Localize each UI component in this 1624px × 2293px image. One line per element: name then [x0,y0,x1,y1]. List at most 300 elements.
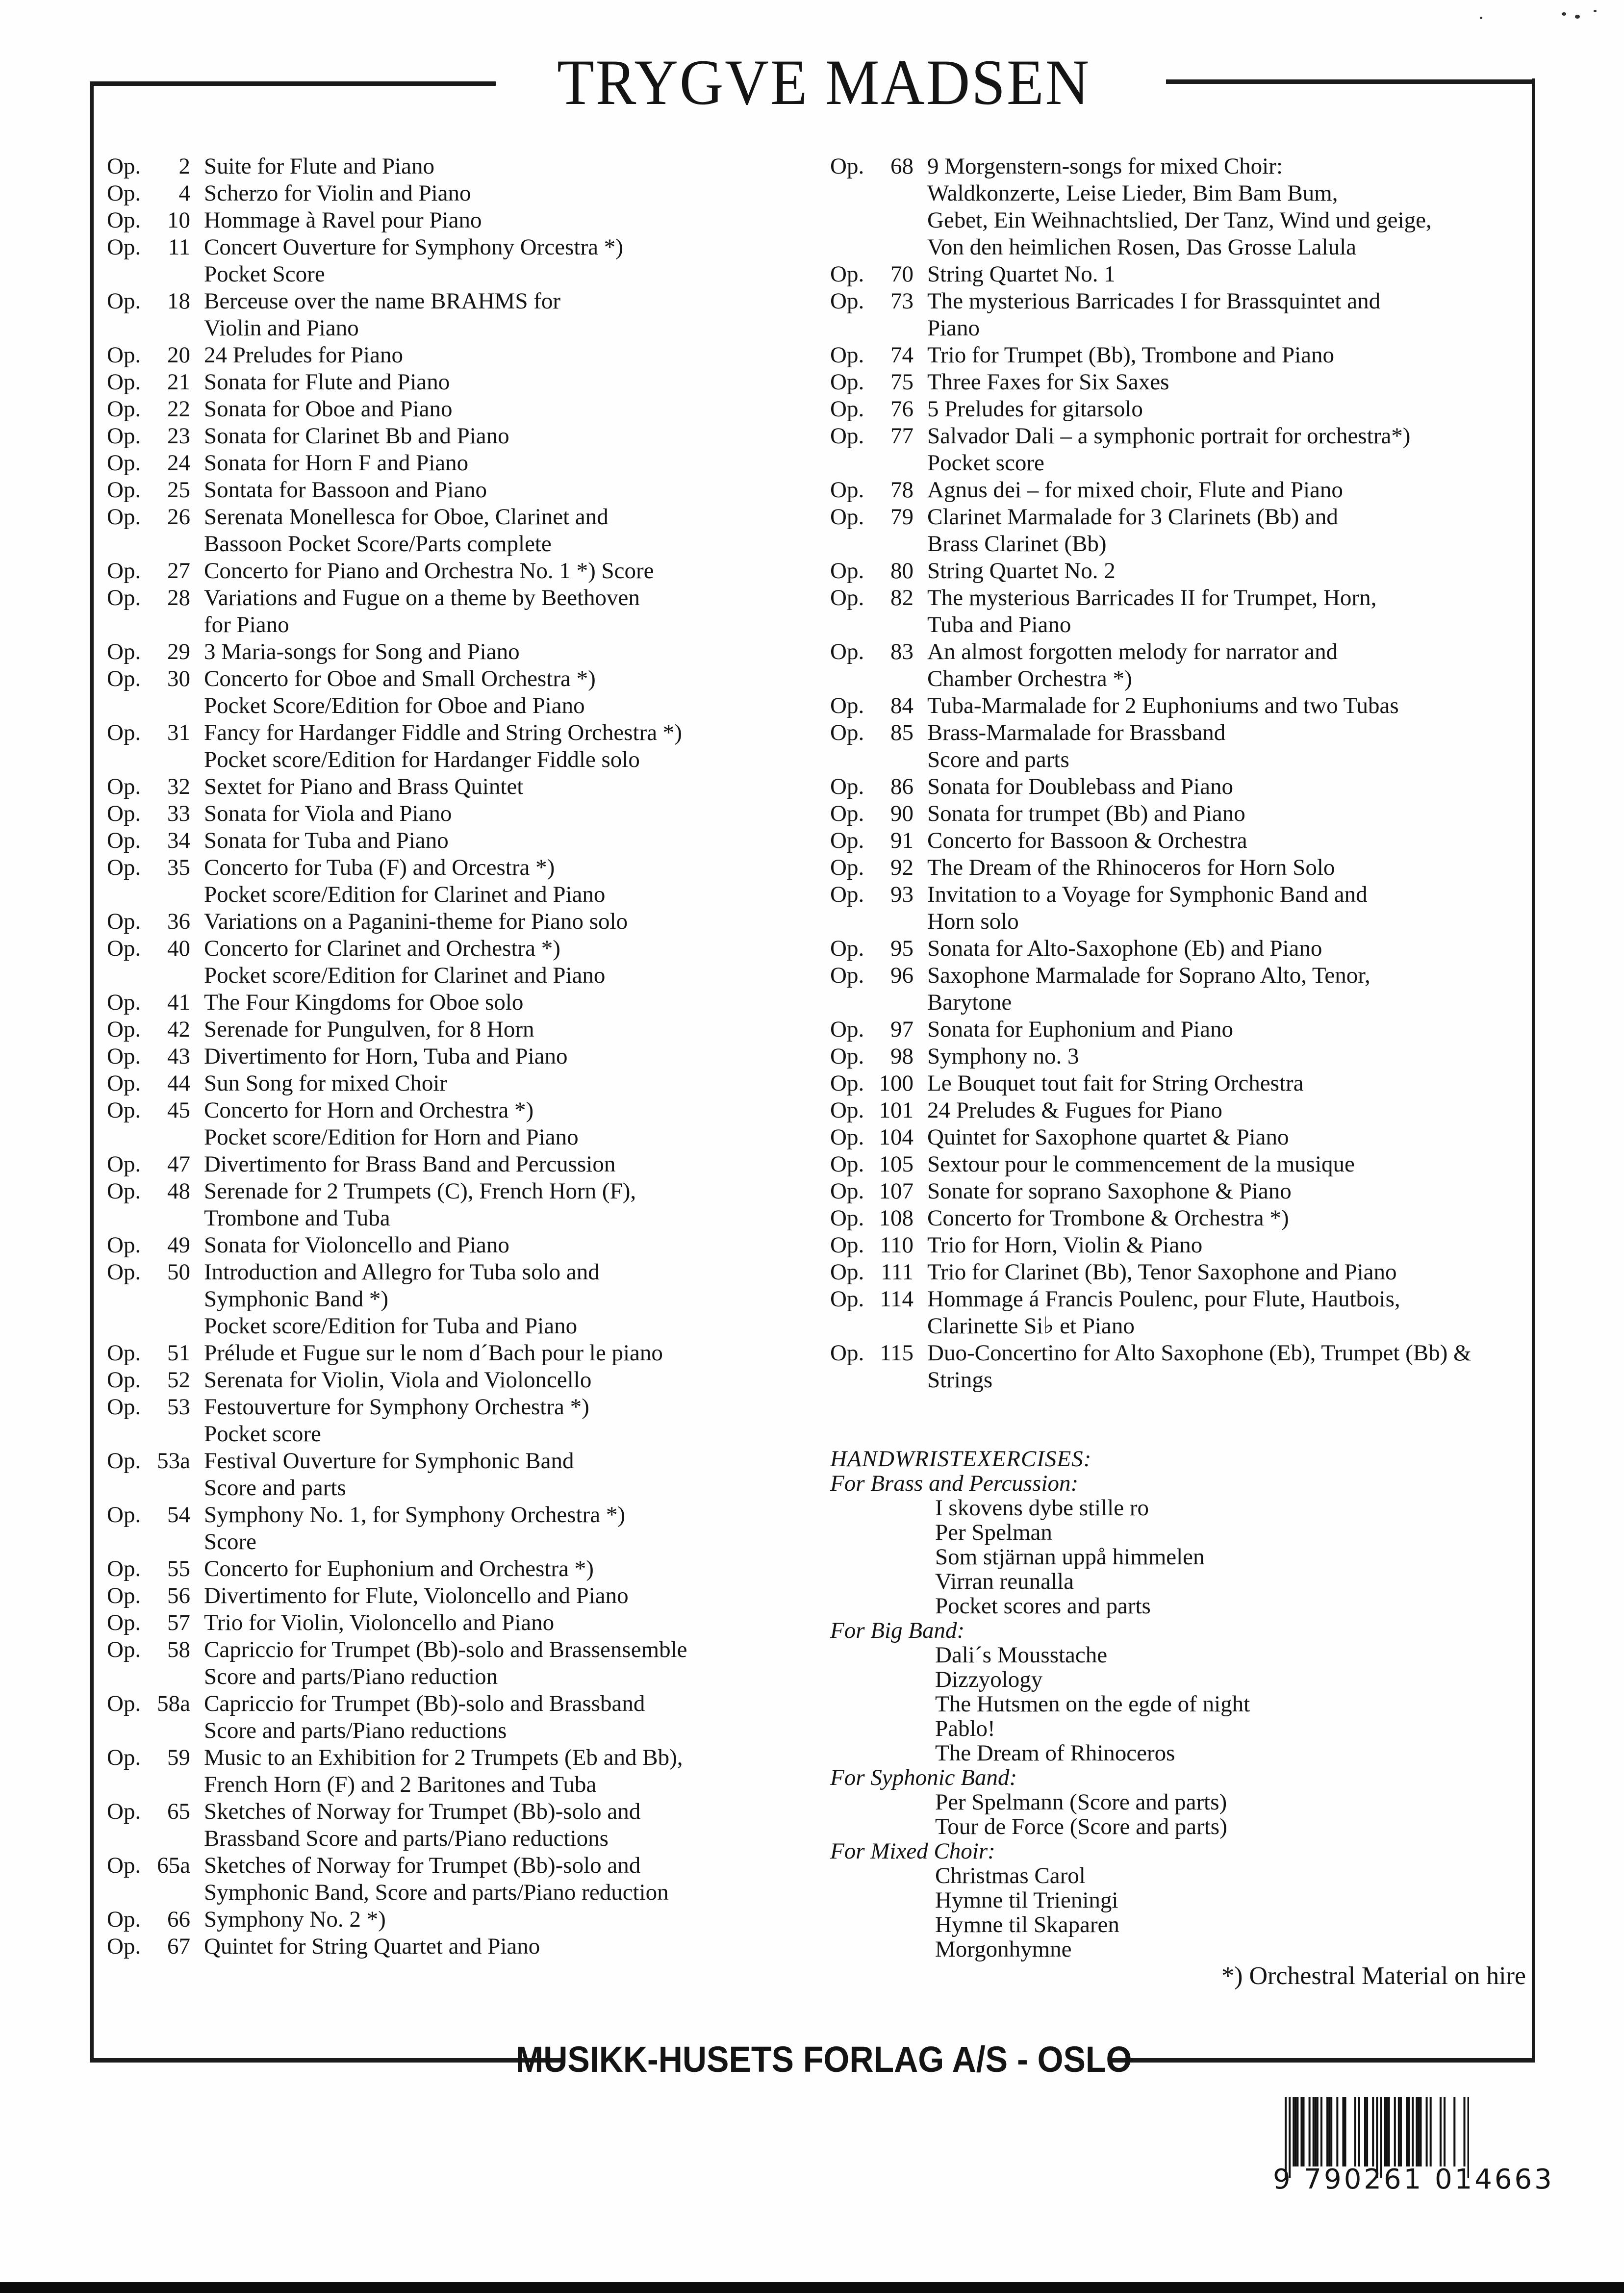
scan-speck [1594,10,1597,12]
opus-number: 43 [167,1044,190,1069]
barcode [1273,2095,1554,2195]
work-title: Divertimento for Flute, Violoncello and Piano [204,1583,629,1608]
opus-number: 20 [167,342,190,368]
opus-label: Op. [107,1799,141,1824]
opus-number: 105 [879,1151,914,1177]
opus-number: 29 [167,639,190,664]
work-title: Sontata for Bassoon and Piano [204,477,487,503]
work-title: Variations and Fugue on a theme by Beethoven for Piano [204,585,640,637]
work-entry [830,369,1546,396]
work-entry [107,207,823,234]
work-title: The Dream of the Rhinoceros for Horn Solo [927,855,1335,880]
opus-number: 27 [167,558,190,584]
work-title: The Four Kingdoms for Oboe solo [204,990,524,1015]
works-list-right-column [830,153,1546,1394]
opus-number: 21 [167,369,190,395]
work-title: Duo-Concertino for Alto Saxophone (Eb), Trumpet (Bb) & Strings [927,1340,1472,1393]
work-entry [107,1340,823,1367]
work-title: Invitation to a Voyage for Symphonic Band and Horn solo [927,882,1368,934]
opus-label: Op. [107,1691,141,1716]
work-title: Trio for Violin, Violoncello and Piano [204,1610,555,1635]
work-title: Tuba-Marmalade for 2 Euphoniums and two Tubas [927,693,1399,718]
box-border-left [90,81,94,2063]
work-entry [830,504,1546,558]
box-border-top-right-segment [1166,79,1535,84]
opus-label: Op. [107,990,141,1015]
opus-label: Op. [830,720,864,745]
work-entry [830,1286,1546,1340]
work-title: Brass-Marmalade for Brassband Score and parts [927,720,1226,772]
exercise-item: Dali´s Mousstache [935,1642,1108,1668]
opus-number: 96 [890,963,914,988]
work-entry [830,962,1546,1016]
work-entry [107,1636,823,1690]
opus-label: Op. [830,1097,864,1123]
work-title: The mysterious Barricades I for Brassquintet and Piano [927,288,1381,341]
opus-number: 65 [167,1799,190,1824]
opus-number: 58a [157,1691,190,1716]
work-entry [107,1582,823,1609]
opus-number: 25 [167,477,190,503]
handwrist-exercises-section [830,1447,1546,1962]
work-entry [107,558,823,585]
opus-label: Op. [107,1151,141,1177]
opus-number: 49 [167,1232,190,1258]
work-title: Le Bouquet tout fait for String Orchestra [927,1070,1304,1096]
opus-number: 74 [890,342,914,368]
opus-number: 70 [890,261,914,287]
work-title: Concerto for Bassoon & Orchestra [927,828,1247,853]
opus-label: Op. [107,639,141,664]
opus-number: 97 [890,1017,914,1042]
work-entry [830,1340,1546,1394]
work-entry [107,1394,823,1448]
opus-number: 45 [167,1097,190,1123]
opus-label: Op. [830,1205,864,1231]
opus-label: Op. [107,1070,141,1096]
opus-number: 86 [890,774,914,799]
work-entry [830,638,1546,692]
opus-number: 91 [890,828,914,853]
work-entry [830,1232,1546,1259]
work-title: Clarinet Marmalade for 3 Clarinets (Bb) and Brass Clarinet (Bb) [927,504,1338,557]
exercise-item: Pablo! [935,1716,995,1741]
exercise-item: Per Spelman [935,1520,1052,1545]
opus-label: Op. [830,288,864,314]
opus-label: Op. [830,1286,864,1312]
opus-label: Op. [107,801,141,826]
work-title: Sextet for Piano and Brass Quintet [204,774,524,799]
opus-number: 55 [167,1556,190,1581]
work-entry [107,1852,823,1906]
work-title: Capriccio for Trumpet (Bb)-solo and Brassband Score and parts/Piano reductions [204,1691,645,1743]
exercise-item: Pocket scores and parts [935,1593,1151,1619]
opus-label: Op. [107,1367,141,1393]
opus-label: Op. [107,423,141,449]
work-entry [830,1124,1546,1151]
work-entry [830,773,1546,800]
opus-number: 101 [879,1097,914,1123]
scan-speck [1562,12,1566,16]
opus-number: 85 [890,720,914,745]
work-title: Berceuse over the name BRAHMS for Violin and Piano [204,288,561,341]
opus-number: 11 [168,234,190,260]
opus-number: 104 [879,1124,914,1150]
work-title: Sonata for trumpet (Bb) and Piano [927,801,1245,826]
work-title: Serenata for Violin, Viola and Violoncello [204,1367,592,1393]
work-title: 9 Morgenstern-songs for mixed Choir: Waldkonzerte, Leise Lieder, Bim Bam Bum, Gebet, Ein Weihnachtslied, Der Tanz, Wind und geige, Von den heimlichen Rosen, Das Grosse Lalula [927,153,1432,260]
opus-number: 36 [167,909,190,934]
opus-number: 2 [178,153,190,179]
opus-number: 26 [167,504,190,530]
work-entry [830,342,1546,369]
opus-label: Op. [107,1610,141,1635]
opus-label: Op. [107,234,141,260]
opus-label: Op. [107,828,141,853]
work-entry [107,719,823,773]
opus-label: Op. [830,1044,864,1069]
work-entry [107,1744,823,1798]
work-entry [107,773,823,800]
opus-number: 4 [178,180,190,206]
work-title: Serenade for 2 Trumpets (C), French Horn (F), Trombone and Tuba [204,1178,636,1231]
opus-label: Op. [107,504,141,530]
work-title: Sonata for Doublebass and Piano [927,774,1233,799]
work-entry [107,585,823,638]
work-title: The mysterious Barricades II for Trumpet, Horn, Tuba and Piano [927,585,1377,637]
work-title: Sonata for Violoncello and Piano [204,1232,509,1258]
opus-number: 92 [890,855,914,880]
work-title: Music to an Exhibition for 2 Trumpets (Eb and Bb), French Horn (F) and 2 Baritones and Tuba [204,1745,683,1797]
work-entry [830,800,1546,827]
opus-label: Op. [107,369,141,395]
opus-label: Op. [107,1745,141,1770]
opus-number: 59 [167,1745,190,1770]
work-entry [830,288,1546,342]
box-border-bottom-left-segment [90,2058,564,2063]
opus-label: Op. [107,1853,141,1878]
work-title: Variations on a Paganini-theme for Piano solo [204,909,628,934]
opus-number: 73 [890,288,914,314]
work-title: String Quartet No. 2 [927,558,1116,584]
work-title: Sonata for Horn F and Piano [204,450,469,476]
opus-label: Op. [830,774,864,799]
opus-label: Op. [830,423,864,449]
work-title: Saxophone Marmalade for Soprano Alto, Tenor, Barytone [927,963,1370,1015]
work-title: Sextour pour le commencement de la musique [927,1151,1355,1177]
work-title: Trio for Horn, Violin & Piano [927,1232,1203,1258]
work-title: Agnus dei – for mixed choir, Flute and Piano [927,477,1343,503]
work-title: Concerto for Trombone & Orchestra *) [927,1205,1289,1231]
work-title: String Quartet No. 1 [927,261,1116,287]
box-border-bottom-right-segment [1112,2058,1535,2063]
opus-number: 68 [890,153,914,179]
opus-number: 35 [167,855,190,880]
page-title: TRYGVE MADSEN [557,46,1091,118]
work-title: Sun Song for mixed Choir [204,1070,448,1096]
box-border-top-left-segment [90,81,496,86]
opus-number: 80 [890,558,914,584]
work-title: Concerto for Piano and Orchestra No. 1 *) Score [204,558,654,584]
exercise-item: I skovens dybe stille ro [935,1495,1149,1521]
opus-number: 33 [167,801,190,826]
work-entry [107,1097,823,1151]
opus-number: 52 [167,1367,190,1393]
exercise-item: The Hutsmen on the egde of night [935,1691,1250,1717]
work-entry [107,935,823,989]
work-title: Concerto for Clarinet and Orchestra *) Pocket score/Edition for Clarinet and Piano [204,936,606,988]
work-title: Serenade for Pungulven, for 8 Horn [204,1017,534,1042]
opus-number: 95 [890,936,914,961]
opus-number: 65a [157,1853,190,1878]
opus-number: 58 [167,1637,190,1662]
work-entry [830,1151,1546,1178]
opus-number: 23 [167,423,190,449]
opus-label: Op. [830,1232,864,1258]
opus-number: 84 [890,693,914,718]
exercise-item: The Dream of Rhinoceros [935,1740,1175,1766]
opus-number: 31 [167,720,190,745]
opus-label: Op. [830,882,864,907]
work-entry [107,1070,823,1097]
opus-number: 54 [167,1502,190,1528]
exercise-item: Som stjärnan uppå himmelen [935,1544,1205,1570]
opus-number: 90 [890,801,914,826]
work-entry [107,1178,823,1232]
exercise-group-label: For Syphonic Band: [830,1765,1017,1790]
opus-number: 98 [890,1044,914,1069]
work-title: Scherzo for Violin and Piano [204,180,471,206]
work-entry [830,153,1546,261]
opus-label: Op. [830,855,864,880]
work-title: Sonata for Tuba and Piano [204,828,449,853]
opus-label: Op. [107,1259,141,1285]
work-title: Salvador Dali – a symphonic portrait for orchestra*) Pocket score [927,423,1411,476]
opus-number: 41 [167,990,190,1015]
work-title: Sketches of Norway for Trumpet (Bb)-solo and Symphonic Band, Score and parts/Piano reduction [204,1853,669,1905]
opus-label: Op. [107,207,141,233]
work-title: 24 Preludes for Piano [204,342,403,368]
work-title: Concerto for Tuba (F) and Orcestra *) Pocket score/Edition for Clarinet and Piano [204,855,606,907]
work-entry [830,1259,1546,1286]
opus-label: Op. [107,342,141,368]
opus-label: Op. [830,963,864,988]
work-entry [107,1502,823,1555]
opus-number: 40 [167,936,190,961]
opus-number: 50 [167,1259,190,1285]
opus-number: 42 [167,1017,190,1042]
exercise-group-label: For Brass and Percussion: [830,1471,1079,1496]
work-entry [107,1448,823,1502]
work-entry [107,908,823,935]
work-title: Trio for Trumpet (Bb), Trombone and Piano [927,342,1335,368]
opus-number: 18 [167,288,190,314]
work-title: Symphony No. 1, for Symphony Orchestra *) Score [204,1502,625,1554]
work-entry [830,1070,1546,1097]
work-entry [107,665,823,719]
opus-number: 115 [880,1340,914,1366]
work-title: Hommage à Ravel pour Piano [204,207,482,233]
opus-number: 51 [167,1340,190,1366]
work-entry [830,558,1546,585]
opus-number: 67 [167,1934,190,1959]
opus-label: Op. [830,693,864,718]
work-entry [107,369,823,396]
publisher-footer: MUSIKK-HUSETS FORLAG A/S - OSLO [515,2039,1132,2080]
opus-number: 66 [167,1907,190,1932]
work-title: Sonata for Alto-Saxophone (Eb) and Piano [927,936,1322,961]
work-entry [107,800,823,827]
opus-number: 83 [890,639,914,664]
opus-label: Op. [107,153,141,179]
opus-number: 44 [167,1070,190,1096]
opus-label: Op. [107,1637,141,1662]
opus-number: 24 [167,450,190,476]
opus-label: Op. [107,1502,141,1528]
opus-label: Op. [830,342,864,368]
opus-number: 32 [167,774,190,799]
work-entry [830,692,1546,719]
opus-label: Op. [830,1340,864,1366]
opus-number: 48 [167,1178,190,1204]
opus-label: Op. [830,1070,864,1096]
work-entry [830,423,1546,477]
work-title: Concerto for Euphonium and Orchestra *) [204,1556,594,1581]
exercise-item: Dizzyology [935,1667,1043,1692]
work-title: Fancy for Hardanger Fiddle and String Orchestra *) Pocket score/Edition for Hardanger Fiddle solo [204,720,682,772]
opus-label: Op. [107,1178,141,1204]
opus-number: 114 [880,1286,914,1312]
opus-label: Op. [830,153,864,179]
work-title: Sonata for Oboe and Piano [204,396,453,422]
exercise-item: Morgonhymne [935,1936,1072,1962]
work-entry [830,1178,1546,1205]
work-entry [107,854,823,908]
scan-speck [1480,17,1482,19]
exercises-heading: HANDWRISTEXERCISES: [830,1446,1092,1472]
work-entry [830,881,1546,935]
work-entry [107,477,823,504]
work-title: Introduction and Allegro for Tuba solo and Symphonic Band *) Pocket score/Edition for Tuba and Piano [204,1259,600,1339]
opus-label: Op. [830,585,864,611]
opus-label: Op. [107,774,141,799]
work-title: Concert Ouverture for Symphony Orcestra *) Pocket Score [204,234,623,287]
opus-number: 56 [167,1583,190,1608]
work-title: Sonata for Euphonium and Piano [927,1017,1233,1042]
opus-label: Op. [107,396,141,422]
scan-edge-strip [0,2282,1624,2293]
opus-label: Op. [830,477,864,503]
work-entry [830,477,1546,504]
opus-label: Op. [830,639,864,664]
opus-label: Op. [830,396,864,422]
work-entry [107,1555,823,1582]
work-title: 24 Preludes & Fugues for Piano [927,1097,1222,1123]
work-entry [830,1016,1546,1043]
opus-number: 53 [167,1394,190,1420]
opus-number: 77 [890,423,914,449]
work-entry [107,1690,823,1744]
work-entry [107,342,823,369]
work-title: 5 Preludes for gitarsolo [927,396,1143,422]
opus-number: 75 [890,369,914,395]
work-entry [107,989,823,1016]
work-title: Concerto for Horn and Orchestra *) Pocket score/Edition for Horn and Piano [204,1097,579,1150]
opus-number: 110 [880,1232,914,1258]
work-entry [107,180,823,207]
opus-number: 78 [890,477,914,503]
opus-label: Op. [107,1907,141,1932]
opus-label: Op. [107,1044,141,1069]
work-title: Sketches of Norway for Trumpet (Bb)-solo and Brassband Score and parts/Piano reductions [204,1799,641,1851]
orchestral-material-footnote: *) Orchestral Material on hire [1221,1962,1526,1990]
work-title: Divertimento for Horn, Tuba and Piano [204,1044,568,1069]
works-list-left-column [107,153,823,1960]
work-entry [107,1609,823,1636]
opus-label: Op. [107,180,141,206]
opus-number: 47 [167,1151,190,1177]
work-entry [107,1151,823,1178]
work-entry [107,396,823,423]
work-entry [107,1906,823,1933]
opus-label: Op. [830,504,864,530]
work-entry [830,935,1546,962]
opus-number: 34 [167,828,190,853]
opus-number: 79 [890,504,914,530]
opus-label: Op. [107,1017,141,1042]
exercise-group-label: For Big Band: [830,1618,965,1643]
work-entry [830,396,1546,423]
opus-number: 111 [880,1259,914,1285]
exercise-item: Christmas Carol [935,1863,1086,1888]
work-entry [107,1259,823,1340]
work-entry [830,1205,1546,1232]
opus-number: 30 [167,666,190,691]
opus-label: Op. [107,1097,141,1123]
work-entry [107,423,823,450]
work-title: Concerto for Oboe and Small Orchestra *) Pocket Score/Edition for Oboe and Piano [204,666,596,718]
opus-number: 53a [157,1448,190,1474]
opus-label: Op. [830,261,864,287]
work-title: Serenata Monellesca for Oboe, Clarinet and Bassoon Pocket Score/Parts complete [204,504,609,557]
opus-number: 107 [879,1178,914,1204]
work-title: Symphony no. 3 [927,1044,1079,1069]
opus-label: Op. [107,288,141,314]
opus-label: Op. [107,1394,141,1420]
work-title: Festouverture for Symphony Orchestra *) Pocket score [204,1394,589,1447]
work-entry [107,1933,823,1960]
opus-label: Op. [830,369,864,395]
opus-label: Op. [107,585,141,611]
opus-label: Op. [107,666,141,691]
work-title: Prélude et Fugue sur le nom d´Bach pour le piano [204,1340,663,1366]
work-entry [107,1043,823,1070]
opus-label: Op. [107,720,141,745]
work-entry [107,153,823,180]
work-entry [107,1798,823,1852]
opus-label: Op. [830,1178,864,1204]
opus-label: Op. [107,558,141,584]
work-entry [107,827,823,854]
work-entry [830,1043,1546,1070]
work-entry [107,504,823,558]
opus-label: Op. [107,1232,141,1258]
work-title: Hommage á Francis Poulenc, pour Flute, Hautbois, Clarinette Si♭ et Piano [927,1286,1400,1339]
opus-number: 82 [890,585,914,611]
work-title: Sonata for Flute and Piano [204,369,450,395]
opus-number: 108 [879,1205,914,1231]
work-entry [830,585,1546,638]
